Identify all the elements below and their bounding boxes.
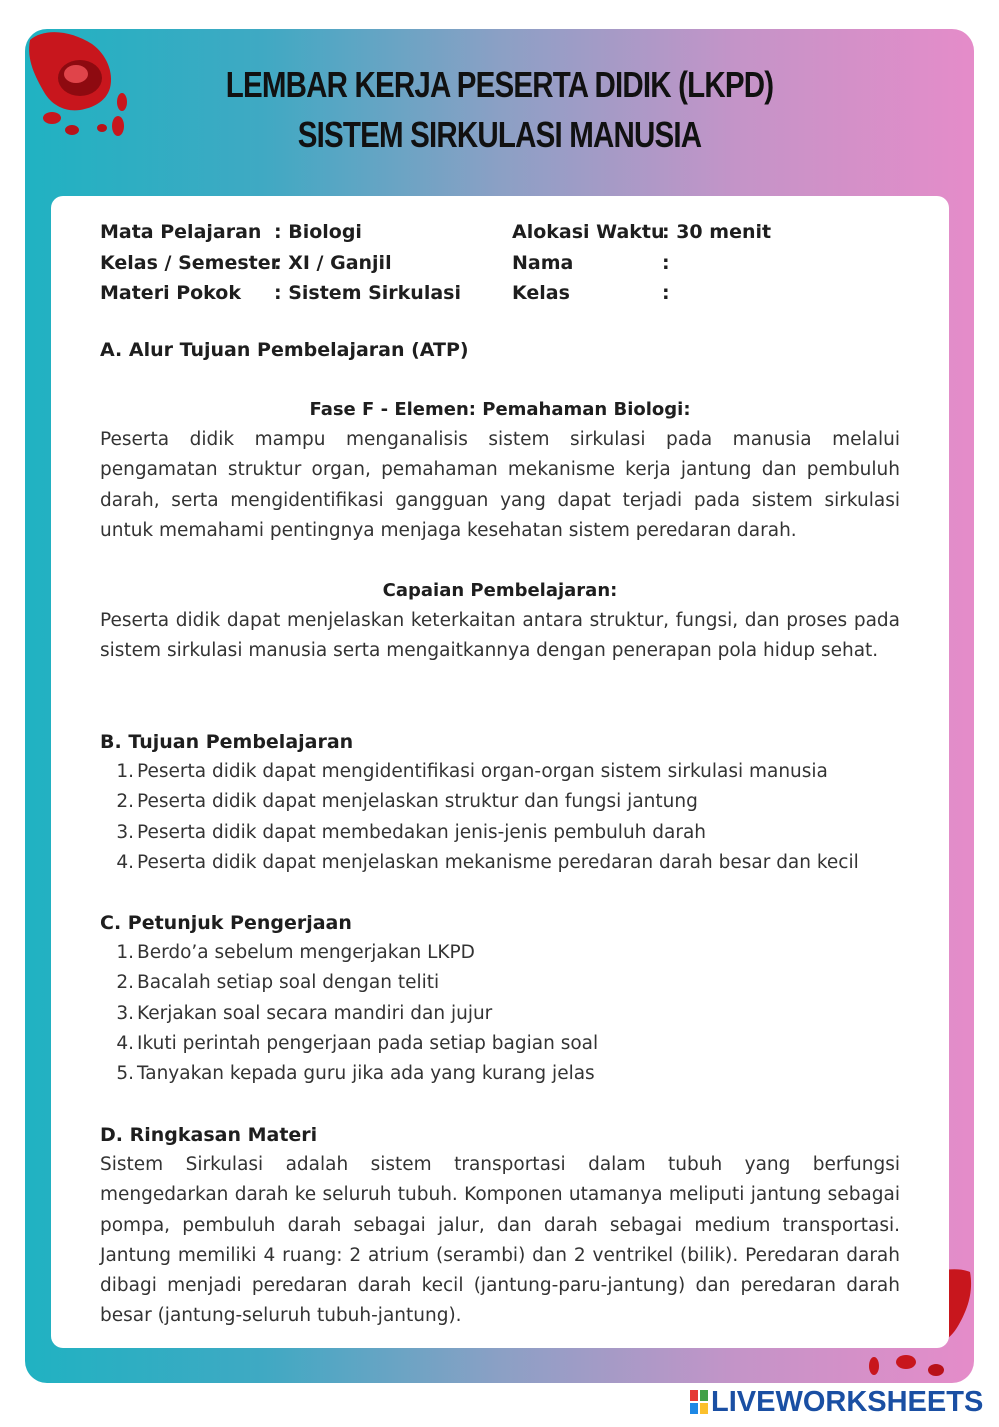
- instructions-list: [100, 938, 598, 1089]
- section-d-heading: D. Ringkasan Materi: [100, 1124, 318, 1146]
- list-item: 2. Bacalah setiap soal dengan teliti: [116, 972, 440, 994]
- meta-label: Kelas / Semester: [100, 252, 280, 274]
- fase-paragraph: Peserta didik mampu menganalisis sistem sirkulasi pada manusia melalui pengamatan struktur organ, pemahaman mekanisme kerja jantung dan pembuluh darah, serta mengidentifikasi gangguan yang dapat terjadi pada sistem sirkulasi untuk memahami pentingnya menjaga kesehatan sistem peredaran darah.: [100, 429, 900, 541]
- meta-value: :: [662, 252, 670, 274]
- cp-heading: Capaian Pembelajaran:: [382, 580, 618, 601]
- meta-label: Nama: [512, 252, 574, 274]
- list-item: 4. Ikuti perintah pengerjaan pada setiap bagian soal: [116, 1032, 599, 1054]
- list-item: 3. Kerjakan soal secara mandiri dan jujur: [116, 1002, 493, 1024]
- list-item: 4. Peserta didik dapat menjelaskan mekanisme peredaran darah besar dan kecil: [116, 851, 859, 873]
- list-item: 1. Berdo’a sebelum mengerjakan LKPD: [116, 942, 475, 963]
- learning-objectives-list: [100, 757, 859, 878]
- section-c-heading: C. Petunjuk Pengerjaan: [100, 912, 352, 934]
- meta-value: : Biologi: [274, 221, 362, 243]
- section-b-heading: B. Tujuan Pembelajaran: [100, 731, 354, 753]
- meta-label: Materi Pokok: [100, 282, 241, 304]
- summary-paragraph: Sistem Sirkulasi adalah sistem transportasi dalam tubuh yang berfungsi mengedarkan darah ke seluruh tubuh. Komponen utamanya meliputi jantung sebagai pompa, pembuluh darah sebagai jalur, dan darah sebagai medium transportasi. Jantung memiliki 4 ruang: 2 atrium (serambi) dan 2 ventrikel (bilik). Peredaran darah dibagi menjadi peredaran darah kecil (jantung-paru-jantung) dan peredaran darah besar (jantung-seluruh tubuh-jantung).: [100, 1154, 900, 1327]
- list-item: 5. Tanyakan kepada guru jika ada yang kurang jelas: [116, 1063, 595, 1085]
- list-item: 3. Peserta didik dapat membedakan jenis-jenis pembuluh darah: [116, 821, 707, 843]
- fase-heading: Fase F - Elemen: Pemahaman Biologi:: [309, 399, 691, 420]
- list-item: 2. Peserta didik dapat menjelaskan struktur dan fungsi jantung: [116, 791, 698, 813]
- meta-label: Mata Pelajaran: [100, 221, 262, 243]
- logo-mark-icon: [690, 1390, 708, 1414]
- section-a-heading: A. Alur Tujuan Pembelajaran (ATP): [100, 339, 469, 361]
- meta-label: Kelas: [512, 282, 570, 304]
- liveworksheets-logo[interactable]: [690, 1386, 983, 1418]
- meta-label: Alokasi Waktu: [512, 221, 665, 243]
- meta-value: : XI / Ganjil: [274, 252, 392, 274]
- worksheet-subtitle: SISTEM SIRKULASI MANUSIA: [297, 114, 702, 155]
- list-item: 1. Peserta didik dapat mengidentifikasi organ-organ sistem sirkulasi manusia: [116, 761, 828, 782]
- meta-value: : 30 menit: [662, 221, 772, 243]
- worksheet-title: LEMBAR KERJA PESERTA DIDIK (LKPD): [225, 64, 774, 105]
- meta-value: :: [662, 282, 670, 304]
- cp-paragraph: Peserta didik dapat menjelaskan keterkaitan antara struktur, fungsi, dan proses pada sistem sirkulasi manusia serta mengaitkannya dengan penerapan pola hidup sehat.: [100, 610, 900, 662]
- meta-value: : Sistem Sirkulasi: [274, 282, 461, 304]
- brand-name: LIVEWORKSHEETS: [711, 1385, 984, 1418]
